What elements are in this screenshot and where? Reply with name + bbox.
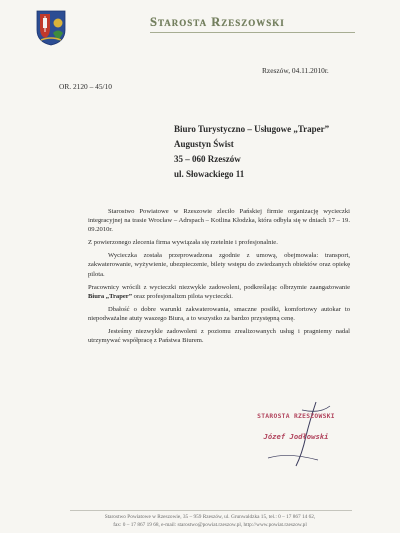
body-paragraph-4-bold: Biura „Traper” [88,292,133,300]
body-paragraph-5: Dbałość o dobre warunki zakwaterowania, smaczne posiłki, komfortowy autokar to niepodważalne atuty waszego Biura, a to wszystko za bardzo przystępną cenę. [88,305,350,322]
addressee-block [174,122,329,182]
addressee-person: Augustyn Świst [174,139,234,149]
header-title: Starosta Rzeszowski [150,15,285,29]
body-paragraph-2: Z powierzonego zlecenia firma wywiązała się rzetelnie i profesjonalnie. [88,239,278,247]
coat-of-arms-icon [36,10,66,46]
body-paragraph-3: Wycieczka została przeprowadzona zgodnie z umową, obejmowała: transport, zakwaterowanie, wyżywienie, ubezpieczenie, bilety wstępu do zwiedzanych obiektów oraz opiekę pilota. [88,252,350,278]
body-paragraph-6: Jesteśmy niezwykle zadowoleni z poziomu zrealizowanych usług i pragniemy nadal utrzymywać współpracę z Państwa Biurem. [88,328,350,345]
addressee-company: Biuro Turystyczno – Usługowe „Traper” [174,124,330,134]
body-paragraph-4-end: oraz profesjonalizm pilota wycieczki. [133,292,233,300]
footer-address: Starostwo Powiatowe w Rzeszowie, 35 – 959 Rzeszów, ul. Grunwaldzka 15, tel.: 0 – 17 867 14 62, [104,514,316,520]
footer [64,513,356,529]
stamp-name: Józef Jodłowski [263,432,329,441]
body-paragraph-4-text: Pracownicy wrócili z wycieczki niezwykle zadowoleni, podkreślając olbrzymie zaangażowanie [88,283,350,291]
stamp-title: STAROSTA RZESZOWSKI [257,413,335,420]
body-paragraph-4 [88,283,350,301]
body-paragraph-1: Starostwo Powiatowe w Rzeszowie zleciło Pańskiej firmie organizację wycieczki integracyjnej na trasie Wrocław – Adrspach – Kotlina Kłodzka, która odbyła się w dniach 17 – 19. 09.2010r. [88,208,350,234]
footer-divider [70,510,352,511]
reference-number: OR. 2120 – 45/10 [59,82,112,91]
header-divider [150,32,355,33]
addressee-city: 35 – 060 Rzeszów [174,154,241,164]
letter-body [88,207,350,349]
addressee-street: ul. Słowackiego 11 [174,169,245,179]
footer-contact: fax: 0 – 17 867 19 68, e-mail: starostwo@powiat.rzeszow.pl, http://www.powiat.rzeszow.pl [113,522,307,528]
official-stamp [255,413,337,441]
letter-date: Rzeszów, 04.11.2010r. [262,66,329,75]
